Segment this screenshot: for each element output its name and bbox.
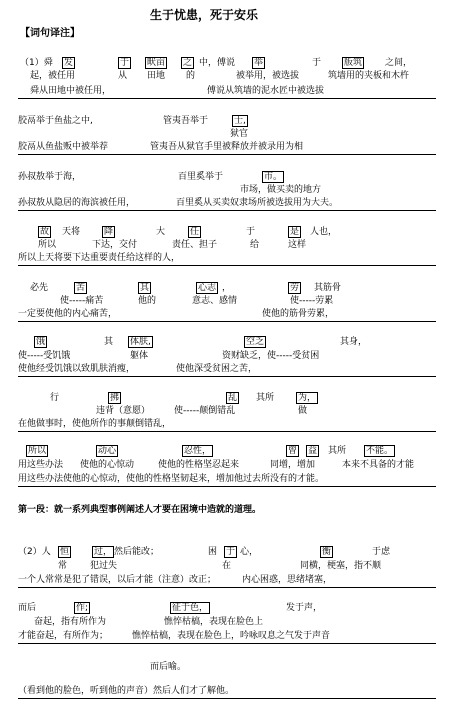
s3-translation: 百里奚从买卖奴隶场所被选拔用为大夫。: [176, 198, 339, 208]
s5-word-xinzhi: 心志: [198, 283, 217, 293]
s9-note: 在: [222, 561, 232, 571]
s2-note: 狱官: [230, 129, 249, 139]
s2-text: 胶鬲举于鱼盐之中,: [18, 116, 93, 126]
s9-text: （2）人: [18, 547, 51, 557]
s4-word-gu: 故: [40, 227, 50, 237]
s5-word-lao: 劳: [290, 283, 300, 293]
s4-note: 责任、担子: [172, 240, 218, 250]
rule: [18, 98, 436, 99]
s7-word-wei: 为，: [298, 393, 317, 403]
s2-translation: 管夷吾从狱官手里被释放并被录用为相: [150, 142, 304, 152]
s1-note: 田地: [147, 71, 166, 81]
s6-word-kongfa: 空乏: [246, 337, 265, 347]
s1-translation: 傅说从筑墙的泥水匠中被选拔: [207, 86, 325, 96]
rule: [18, 431, 436, 432]
s10-translation: 憔悴枯槁，表现在脸色上，吟咏叹息之气发于声音: [132, 631, 331, 641]
s3-translation: 孙叔敖从隐居的海滨被任用，: [18, 198, 136, 208]
s9-text: 心，: [240, 547, 259, 557]
s9-translation: 内心困惑，思绪堵塞，: [242, 575, 333, 585]
s5-text: 必先: [30, 283, 49, 293]
s1-word-fa: 发: [64, 58, 74, 68]
s4-note: 所以: [38, 240, 57, 250]
s3-word-shi: 市。: [264, 172, 283, 182]
s9-word-heng2: 衡: [322, 547, 332, 557]
s8-word-renxing: 忍性，: [184, 446, 212, 456]
s4-text: 大: [156, 227, 166, 237]
s8-word-suoyi: 所以: [28, 446, 47, 456]
s6-translation: 使他深受贫困之苦，: [176, 364, 258, 374]
s9-note: 常: [58, 561, 68, 571]
s4-word-ren: 任: [190, 227, 200, 237]
s1-word-yu: 于: [120, 58, 130, 68]
s7-word-fu: 拂: [110, 393, 120, 403]
rule: [18, 587, 436, 588]
s7-note: 使-----颠倒错乱: [174, 406, 236, 416]
s11-translation: （看到他的脸色，听到他的声音）然后人们才了解他。: [18, 686, 235, 696]
s7-note: 做: [298, 406, 308, 416]
s8-text: 其所: [328, 446, 347, 456]
s8-note: 本来不具备的才能: [342, 460, 415, 470]
s8-note: 使他的心惊动: [80, 460, 135, 470]
s3-note: 市场，做买卖的地方: [240, 185, 322, 195]
s10-note: 奋起，指有所作为: [34, 617, 107, 627]
s5-text: ，: [222, 283, 232, 293]
s5-note: 使-----劳累: [290, 296, 334, 306]
s2-translation: 胶鬲从鱼盐贩中被举荐: [18, 142, 109, 152]
s5-translation: 一定要使他的内心痛苦，: [18, 309, 118, 319]
s1-text: 中，傅说: [199, 58, 236, 68]
s2-text: 管夷吾举于: [163, 116, 209, 126]
s1-translation: 舜从田地中被任用，: [30, 86, 112, 96]
s4-word-shi: 是: [290, 227, 300, 237]
s8-word-ceng: 曾: [288, 446, 298, 456]
s4-note: 下达，交付: [92, 240, 138, 250]
s3-text: 百里奚举于: [178, 172, 224, 182]
s4-word-jiang: 降: [104, 227, 114, 237]
s1-note: 被举用，被选拔: [236, 71, 300, 81]
s6-note: 使-----受饥饿: [18, 351, 71, 361]
s10-word-zuo: 作;: [76, 603, 89, 613]
rule: [18, 154, 436, 155]
paragraph-summary: 第一段：就一系列典型事例阐述人才要在困境中造就的道理。: [18, 505, 262, 515]
rule: [18, 698, 436, 699]
s11-text: 而后喻。: [150, 662, 187, 672]
s1-word-quanmu: 畎亩: [147, 58, 166, 68]
s7-text: 行: [50, 393, 60, 403]
s1-text: 之间，: [385, 58, 413, 68]
s10-translation: 才能奋起，有所作为；: [18, 631, 109, 641]
rule: [18, 321, 436, 322]
s5-text: 其筋骨: [314, 283, 342, 293]
rule: [18, 376, 436, 377]
s9-word-yu: 于: [226, 547, 236, 557]
s9-text: 于虑: [372, 547, 391, 557]
s2-word-shi: 士,: [234, 116, 246, 126]
s5-word-ku: 苦: [76, 283, 86, 293]
s4-text: 于: [246, 227, 256, 237]
s10-text: 而后: [18, 603, 37, 613]
s1-note: 的: [186, 71, 196, 81]
s9-text: 困: [208, 547, 218, 557]
s1-note: 起，被任用: [30, 71, 76, 81]
section-header: 【词句译注】: [20, 28, 80, 39]
s6-word-tifu: 体肤,: [130, 337, 151, 347]
s8-word-dongxin: 动心: [98, 446, 117, 456]
s5-note: 他的: [138, 296, 157, 306]
s6-note: 资财缺乏，使-----受贫困: [222, 351, 320, 361]
page-title: 生于忧患，死于安乐: [150, 8, 259, 22]
s9-note: 犯过失: [90, 561, 118, 571]
s9-text: 然后能改；: [114, 547, 160, 557]
s8-translation: 用这些办法使他的心惊动，使他的性格坚韧起来，增加他过去所没有的才能。: [18, 474, 325, 484]
s8-note: 使他的性格坚忍起来: [158, 460, 240, 470]
s9-note: 同横，梗塞，指不顺: [300, 561, 382, 571]
s7-word-luan: 乱: [228, 393, 238, 403]
s9-translation: 一个人常常是犯了错误，以后才能（注意）改正；: [18, 575, 217, 585]
s6-translation: 使他经受饥饿以致肌肤消瘦，: [18, 364, 136, 374]
s5-translation: 使他的筋骨劳累，: [262, 309, 335, 319]
s4-note: 这样: [288, 240, 307, 250]
rule: [18, 265, 436, 266]
s1-word-banzhu: 版筑: [344, 58, 363, 68]
s1-word-ju: 举: [254, 58, 264, 68]
s10-word-zhengyuse: 征于色，: [172, 603, 209, 613]
s3-text: 孙叔敖举于海，: [18, 172, 82, 182]
s9-word-guo: 过，: [94, 547, 113, 557]
s7-translation: 在他做事时，使他所作的事颠倒错乱，: [18, 419, 172, 429]
s10-note: 憔悴枯槁，表现在脸色上: [164, 617, 264, 627]
s1-text: 于: [312, 58, 322, 68]
s9-word-heng: 恒: [60, 547, 70, 557]
s4-text: 天将: [62, 227, 81, 237]
s8-word-buneng: 不能。: [366, 446, 394, 456]
s1-note: 从: [118, 71, 128, 81]
s5-note: 使-----痛苦: [60, 296, 104, 306]
s5-word-qi: 其: [140, 283, 150, 293]
s7-text: 其所: [256, 393, 275, 403]
rule: [18, 486, 436, 487]
s6-text: 其身，: [340, 337, 368, 347]
s4-note: 给: [250, 240, 260, 250]
s8-note: 用这些办法: [18, 460, 64, 470]
rule: [18, 210, 436, 211]
s4-translation: 所以上天将要下达重要责任给这样的人，: [18, 253, 181, 263]
s7-note: 违背（意愿）: [96, 406, 151, 416]
s1-note: 筑墙用的夹板和木杵: [328, 71, 410, 81]
rule: [18, 643, 436, 644]
s5-note: 意志、感情: [192, 296, 238, 306]
s1-text: （1）舜: [20, 58, 53, 68]
s4-text: 人也，: [310, 227, 338, 237]
s6-word-e: 饿: [36, 337, 46, 347]
s8-word-yi: 益: [308, 446, 318, 456]
s1-word-zhi: 之: [183, 58, 193, 68]
s10-text: 发于声，: [286, 603, 323, 613]
s8-note: 同增，增加: [270, 460, 316, 470]
s6-note: 躯体: [130, 351, 149, 361]
s6-text: 其: [104, 337, 114, 347]
